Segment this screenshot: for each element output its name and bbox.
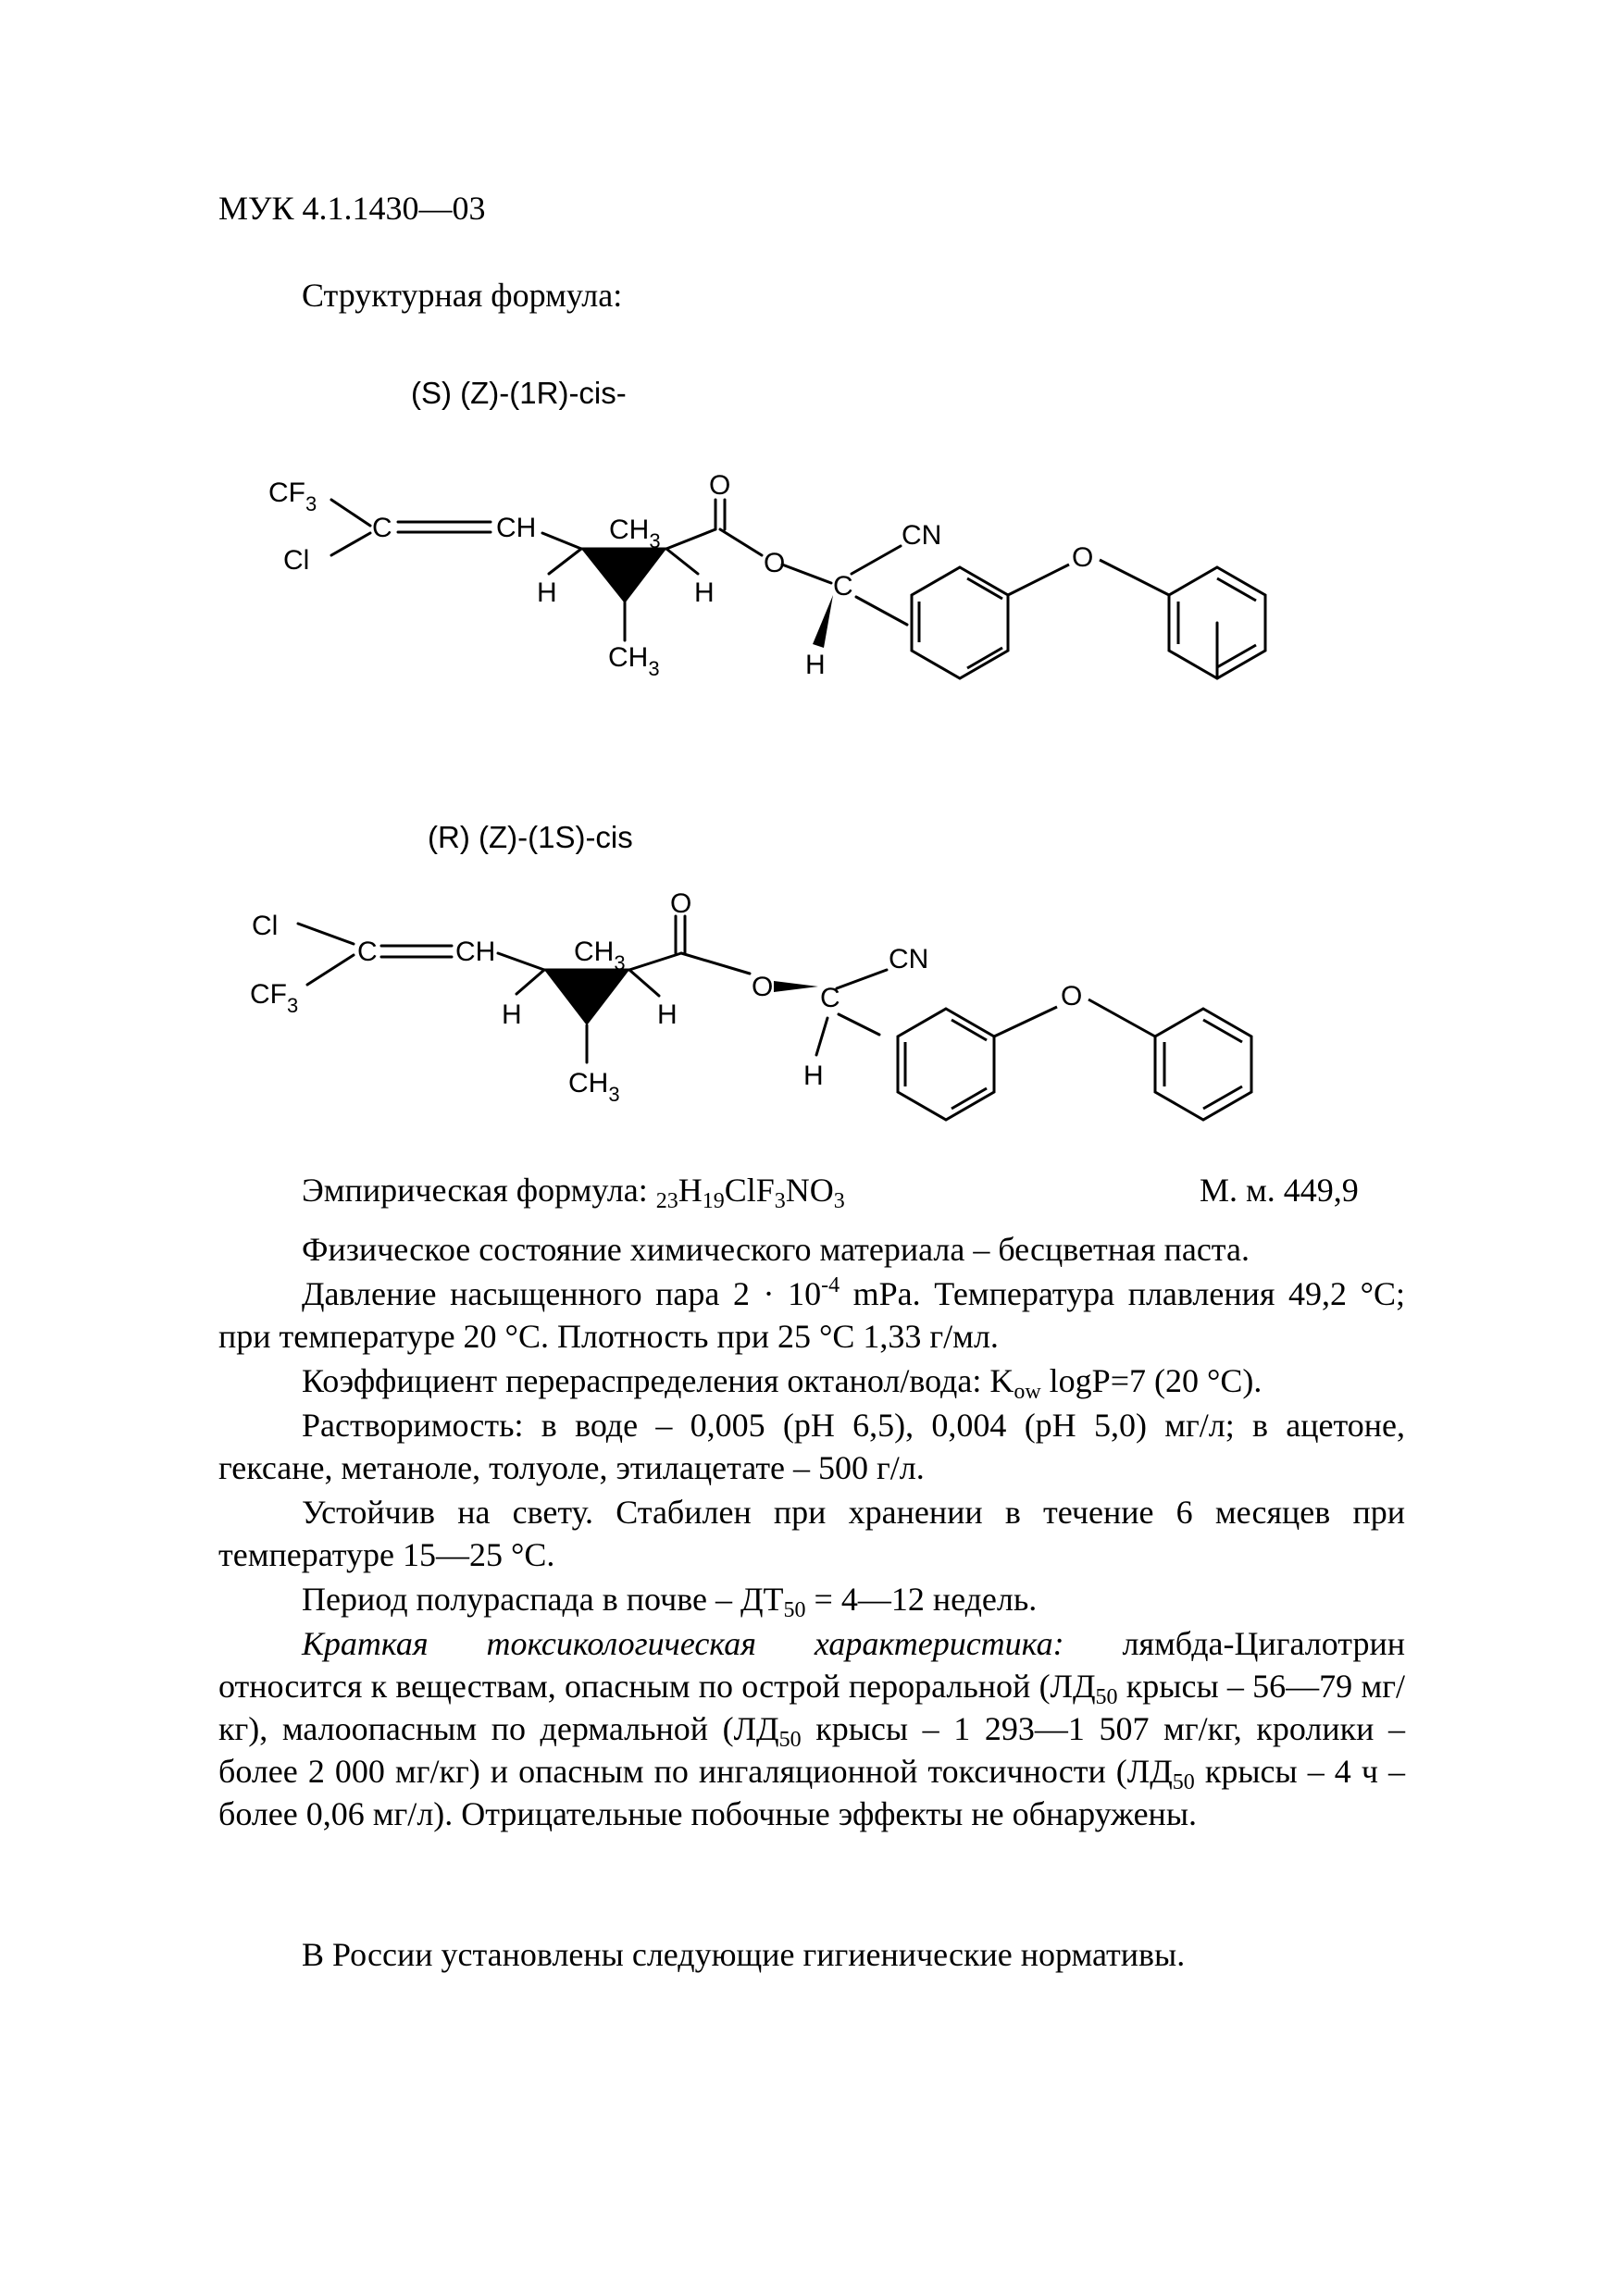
atom-h-left: H xyxy=(537,577,557,608)
atom-o-carbonyl: O xyxy=(670,888,692,919)
atom-cn: CN xyxy=(889,944,929,974)
stereo-label-1: (S) (Z)-(1R)-cis- xyxy=(411,376,627,410)
empirical-formula-label: Эмпирическая формула: xyxy=(302,1172,648,1209)
atom-h-right: H xyxy=(657,999,678,1030)
empirical-formula-value: $_{23}H_{19}ClF_3NO_3$ xyxy=(655,1172,845,1213)
atom-cn: CN xyxy=(902,520,942,551)
paragraph-partition-coefficient: Коэффициент перераспределения октанол/вода: $K_{ow}$ logP=7 (20 °С). xyxy=(302,1362,1263,1404)
atom-cf3: $CF_3$ xyxy=(268,478,317,515)
paragraph-toxicology: Краткая токсикологическая характеристика: лямбда-Цигалотрин относится к веществам, опасным по острой пероральной ($ЛД_{50}$ крысы – 56—79 мг/кг), малоопасным по дермальной ($ЛД_{50}$ крысы – 1 293—1 507 мг/кг, кролики – более 2 000 мг/кг) и опасным по ингаляционной токсичности ($ЛД_{50}$ крысы – 4 ч – более 0,06 мг/л). Отрицательные побочные эффекты не обнаружены. xyxy=(218,1625,1406,1832)
paragraph-hygiene-standards: В России установлены следующие гигиенические нормативы. xyxy=(302,1936,1186,1973)
paragraph-solubility: Растворимость: в воде – 0,005 (рН 6,5), 0,004 (рН 5,0) мг/л; в ацетоне, гексане, метаноле, толуоле, этилацетате – 500 г/л. xyxy=(218,1407,1405,1486)
atom-o-ether: O xyxy=(1072,542,1094,573)
atom-h-chiral: H xyxy=(803,1061,824,1091)
atom-o-carbonyl: O xyxy=(709,470,731,501)
paragraph-vapor-pressure: Давление насыщенного пара $2 \cdot 10^{-4}$ mPa. Температура плавления 49,2 °С; при температуре 20 °С. Плотность при 25 °С 1,33 г/мл. xyxy=(218,1273,1405,1355)
empirical-formula xyxy=(302,1170,845,1213)
toxicology-heading: Краткая токсикологическая характеристика: xyxy=(302,1625,1064,1662)
atom-ch3-top: $CH_3$ xyxy=(609,515,661,552)
stereo-label-2: (R) (Z)-(1S)-cis xyxy=(428,820,633,854)
atom-ch3-bottom: $CH_3$ xyxy=(568,1068,620,1106)
atom-o-ether: O xyxy=(1061,981,1083,1011)
atom-ch: CH xyxy=(496,513,537,543)
atom-ch: CH xyxy=(455,937,496,967)
paragraph-physical-state: Физическое состояние химического материала – бесцветная паста. xyxy=(302,1231,1250,1268)
atom-ch3-bottom: $CH_3$ xyxy=(608,642,660,680)
atom-c-vinyl: C xyxy=(357,937,378,967)
atom-cl: Cl xyxy=(283,545,310,576)
structural-formula-2 xyxy=(250,888,1314,1129)
atom-o-ester: O xyxy=(764,548,786,578)
atom-ch3-top: $CH_3$ xyxy=(574,937,626,974)
atom-cl: Cl xyxy=(252,911,279,941)
paragraph-half-life: Период полураспада в почве – $ДТ_{50}$ = 4—12 недель. xyxy=(302,1581,1038,1622)
atom-cf3: $CF_3$ xyxy=(250,979,299,1017)
paragraph-stability: Устойчив на свету. Стабилен при хранении в течение 6 месяцев при температуре 15—25 °С. xyxy=(218,1494,1405,1573)
document-code: МУК 4.1.1430—03 xyxy=(218,190,486,227)
atom-h-right: H xyxy=(694,577,715,608)
atom-h-chiral: H xyxy=(805,650,826,680)
molar-mass: М. м. 449,9 xyxy=(1200,1172,1359,1209)
atom-c-chiral: C xyxy=(820,983,840,1013)
structural-formula-1 xyxy=(268,463,1314,703)
atom-h-left: H xyxy=(502,999,522,1030)
atom-c-vinyl: C xyxy=(372,513,392,543)
atom-c-chiral: C xyxy=(833,571,853,602)
atom-o-ester: O xyxy=(752,972,774,1002)
structural-formula-heading: Структурная формула: xyxy=(302,277,623,314)
